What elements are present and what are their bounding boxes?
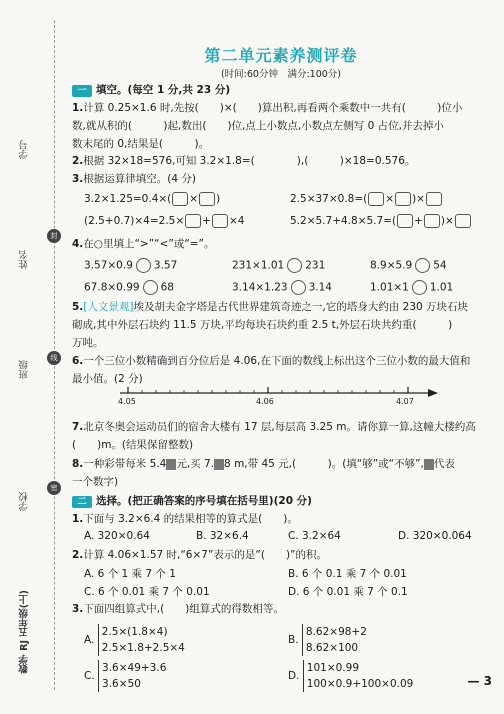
q-text: 根据运算律填空。(4 分) bbox=[83, 173, 197, 185]
choice-2-d[interactable]: D. 6 个 0.01 乘 7 个 0.1 bbox=[288, 586, 408, 598]
binding-margin bbox=[0, 0, 64, 714]
cmp-left: 3.57×0.9 bbox=[84, 259, 133, 272]
answer-box[interactable] bbox=[424, 214, 440, 228]
compare-circle[interactable] bbox=[136, 258, 151, 273]
expr: 2.5×(1.8×4) bbox=[101, 626, 168, 638]
choice-3 bbox=[72, 600, 492, 618]
cmp-right: 231 bbox=[305, 259, 326, 272]
answer-box[interactable] bbox=[368, 192, 384, 206]
q-num: 1. bbox=[72, 102, 84, 114]
hidden-digit bbox=[214, 459, 224, 470]
cmp-right: 3.14 bbox=[308, 281, 332, 294]
q3-item-c: (2.5+0.7)×4=2.5× + ×4 bbox=[84, 215, 245, 227]
choice-3-d[interactable]: D. 101×0.99 100×0.9+100×0.09 bbox=[288, 662, 414, 690]
q-text: 代表 bbox=[433, 458, 455, 470]
q-text: 北京冬奥会运动员们的宿舍大楼有 17 层,每层高 3.25 m。请你算一算,这幢大楼约高 bbox=[83, 421, 476, 433]
q-text: 计算 0.25×1.6 时,先按( )×( )算出积,再看两个乘数中一共有( )位小 bbox=[83, 102, 463, 114]
choice-1 bbox=[72, 510, 492, 528]
answer-box[interactable] bbox=[199, 192, 215, 206]
number-line-svg bbox=[120, 387, 440, 411]
q4-r1-c bbox=[370, 258, 447, 273]
q3-expr: 3.2×1.25=0.4×( bbox=[84, 193, 172, 205]
section-tag: 二 bbox=[72, 496, 92, 508]
q3-expr: ×4 bbox=[228, 215, 245, 227]
choice-1-a[interactable]: A. 320×0.64 bbox=[84, 530, 150, 542]
q4-r1-a bbox=[84, 258, 177, 273]
q3-item-a: 3.2×1.25=0.4×( × ) bbox=[84, 193, 221, 205]
q-text: 元,买 7. bbox=[176, 458, 215, 470]
seal-circle-3: 密 bbox=[47, 481, 61, 495]
class-label: 班级 bbox=[19, 360, 30, 379]
question-8 bbox=[72, 455, 492, 491]
q-text: 下面与 3.2×6.4 的结果相等的算式是( )。 bbox=[83, 513, 298, 525]
expr-pair bbox=[302, 624, 367, 656]
choice-3-a[interactable]: A. 2.5×(1.8×4) 2.5×1.8+2.5×4 bbox=[84, 626, 185, 654]
expr: 8.62×100 bbox=[305, 642, 359, 654]
topic-tag: [人文景观] bbox=[83, 301, 134, 313]
q-text: 砌成,其中外层石块约 11.5 万块,平均每块石块约重 2.5 t,外层石块共约重( ) bbox=[72, 319, 453, 331]
cmp-left: 3.14×1.23 bbox=[232, 281, 288, 294]
section-fill-blank bbox=[72, 82, 230, 97]
expr-pair bbox=[98, 660, 166, 692]
section-label: 选择。(把正确答案的序号填在括号里)(20 分) bbox=[96, 495, 312, 507]
q-text: 根据 32×18=576,可知 3.2×1.8=( ),( )×18=0.576。 bbox=[83, 155, 416, 167]
choice-2-c[interactable]: C. 6 个 0.01 乘 7 个 0.01 bbox=[84, 586, 210, 598]
q-text: 计算 4.06×1.57 时,“6×7”表示的是“( )”的积。 bbox=[83, 549, 327, 561]
page-number: — 3 bbox=[467, 674, 492, 688]
choice-3-b[interactable]: B. 8.62×98+2 8.62×100 bbox=[288, 626, 367, 654]
question-6 bbox=[72, 352, 492, 388]
compare-circle[interactable] bbox=[287, 258, 302, 273]
question-4 bbox=[72, 235, 492, 253]
q-text: 数,就从积的( )起,数出( )位,点上小数点,小数点左侧写 0 占位,并去掉小 bbox=[72, 120, 444, 132]
compare-circle[interactable] bbox=[143, 280, 158, 295]
answer-box[interactable] bbox=[212, 214, 228, 228]
question-7 bbox=[72, 418, 492, 454]
cmp-right: 54 bbox=[433, 259, 447, 272]
page-number-value: 3 bbox=[483, 674, 492, 688]
expr: 100×0.9+100×0.09 bbox=[306, 678, 414, 690]
cmp-left: 67.8×0.99 bbox=[84, 281, 140, 294]
expr: 3.6×50 bbox=[102, 678, 141, 690]
choice-2-b[interactable]: B. 6 个 0.1 乘 7 个 0.01 bbox=[288, 568, 407, 580]
school-label: 学校 bbox=[19, 492, 30, 511]
section-choice bbox=[72, 493, 312, 508]
q-text: 一种彩带每米 5.4 bbox=[83, 458, 167, 470]
answer-box[interactable] bbox=[455, 214, 471, 228]
q3-item-b: 2.5×37×0.8=( × )× bbox=[290, 192, 443, 206]
q-num: 1. bbox=[72, 513, 84, 525]
tick-label: 4.06 bbox=[256, 397, 274, 406]
q-text: 在○里填上“>”“<”或“=”。 bbox=[83, 238, 215, 250]
tick-marks bbox=[128, 387, 408, 393]
compare-circle[interactable] bbox=[291, 280, 306, 295]
q4-r2-b bbox=[232, 280, 332, 295]
q-text: ( )m。(结果保留整数) bbox=[72, 439, 194, 451]
cmp-right: 3.57 bbox=[153, 259, 178, 272]
q-text: 万吨。 bbox=[72, 337, 104, 349]
q-num: 6. bbox=[72, 355, 84, 367]
expr: 2.5×1.8+2.5×4 bbox=[101, 642, 185, 654]
name-label: 姓名 bbox=[19, 250, 30, 269]
expr: 101×0.99 bbox=[306, 662, 359, 674]
choice-1-b[interactable]: B. 32×6.4 bbox=[196, 530, 249, 542]
section-label: 填空。(每空 1 分,共 23 分) bbox=[96, 84, 231, 96]
cmp-left: 231×1.01 bbox=[232, 259, 285, 272]
tick-label: 4.05 bbox=[118, 397, 136, 406]
q3-expr: 2.5×37×0.8=( bbox=[290, 193, 368, 205]
q3-expr: (2.5+0.7)×4=2.5× bbox=[84, 215, 185, 227]
q-text: 最小值。(2 分) bbox=[72, 373, 143, 385]
seal-circle-2: 线 bbox=[47, 351, 61, 365]
choice-2-a[interactable]: A. 6 个 1 乘 7 个 1 bbox=[84, 568, 176, 580]
section-tag: 一 bbox=[72, 85, 92, 97]
choice-1-c[interactable]: C. 3.2×64 bbox=[288, 530, 341, 542]
question-2 bbox=[72, 152, 492, 170]
q-num: 3. bbox=[72, 173, 84, 185]
q-text: 一个数字) bbox=[72, 476, 119, 488]
q-text: 数末尾的 0,结果是( )。 bbox=[72, 138, 210, 150]
q-text: 8 m,带 45 元,( )。(填“够”或“不够”, bbox=[224, 458, 424, 470]
answer-box[interactable] bbox=[397, 214, 413, 228]
number-line[interactable] bbox=[120, 387, 440, 411]
q4-r1-b bbox=[232, 258, 325, 273]
expr-pair bbox=[303, 660, 414, 692]
question-5 bbox=[72, 298, 492, 352]
expr: 8.62×98+2 bbox=[305, 626, 367, 638]
exam-info: (时间:60分钟 满分:100分) bbox=[220, 69, 342, 80]
compare-circle[interactable] bbox=[412, 280, 427, 295]
cmp-left: 1.01×1 bbox=[370, 281, 409, 294]
seal-circle-1: 封 bbox=[47, 229, 61, 243]
q4-r2-c bbox=[370, 280, 453, 295]
q-num: 7. bbox=[72, 421, 84, 433]
answer-box[interactable] bbox=[426, 192, 442, 206]
book-label: 数学 RJ 五年级(上) bbox=[19, 590, 30, 674]
q-num: 5. bbox=[72, 301, 84, 313]
cmp-right: 68 bbox=[160, 281, 174, 294]
answer-box[interactable] bbox=[172, 192, 188, 206]
q-text: 埃及胡夫金字塔是古代世界建筑奇迹之一,它的塔身大约由 230 万块石块 bbox=[133, 301, 469, 313]
answer-box[interactable] bbox=[185, 214, 201, 228]
q-text: 下面四组算式中,( )组算式的得数相等。 bbox=[83, 603, 284, 615]
arrow-icon bbox=[428, 389, 438, 397]
q-num: 2. bbox=[72, 549, 84, 561]
hidden-digit bbox=[166, 459, 176, 470]
hidden-digit bbox=[424, 459, 434, 470]
question-1 bbox=[72, 99, 492, 153]
tick-label: 4.07 bbox=[396, 397, 414, 406]
q-num: 2. bbox=[72, 155, 84, 167]
choice-3-c[interactable]: C. 3.6×49+3.6 3.6×50 bbox=[84, 662, 167, 690]
choice-1-d[interactable]: D. 320×0.064 bbox=[398, 530, 472, 542]
q-num: 3. bbox=[72, 603, 84, 615]
q-num: 8. bbox=[72, 458, 84, 470]
student-id-label: 学号 bbox=[19, 140, 30, 159]
answer-box[interactable] bbox=[395, 192, 411, 206]
page-title: 第二单元素养测评卷 bbox=[204, 46, 358, 65]
expr-pair bbox=[98, 624, 185, 656]
q3-item-d: 5.2×5.7+4.8×5.7=( + )× bbox=[290, 214, 472, 228]
q-text: 一个三位小数精确到百分位后是 4.06,在下面的数线上标出这个三位小数的最大值和 bbox=[83, 355, 471, 367]
q3-expr: 5.2×5.7+4.8×5.7=( bbox=[290, 215, 397, 227]
cmp-left: 8.9×5.9 bbox=[370, 259, 413, 272]
question-3 bbox=[72, 170, 492, 188]
q-num: 4. bbox=[72, 238, 84, 250]
compare-circle[interactable] bbox=[415, 258, 430, 273]
cmp-right: 1.01 bbox=[429, 281, 454, 294]
choice-2 bbox=[72, 546, 492, 564]
expr: 3.6×49+3.6 bbox=[102, 662, 167, 674]
q4-r2-a bbox=[84, 280, 174, 295]
